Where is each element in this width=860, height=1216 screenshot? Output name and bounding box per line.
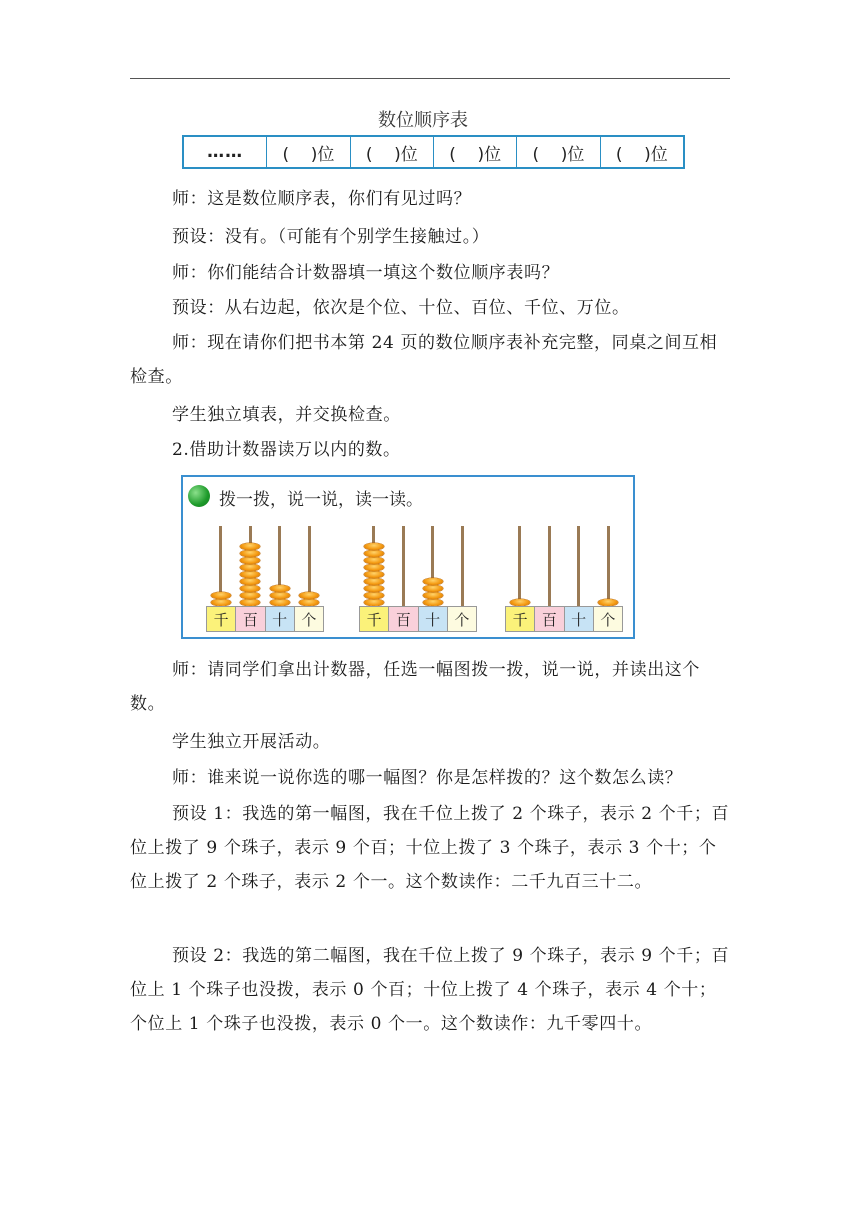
place-label: 十 (265, 606, 295, 632)
abacus-bead (240, 599, 260, 606)
abacus-bead (299, 592, 319, 599)
abacus-bead (270, 599, 290, 606)
header-rule (130, 78, 730, 79)
abacus-bead (423, 592, 443, 599)
paragraph: 预设 1：我选的第一幅图，我在千位上拨了 2 个珠子，表示 2 个千；百位上拨了 9 个珠子，表示 9 个百；十位上拨了 3 个珠子，表示 3 个十；个位上拨了 2 个珠子，表示 2 个一。这个数读作：二千九百三十二。 (130, 804, 730, 892)
place-label: 千 (505, 606, 535, 632)
place-value-table-title: 数位顺序表 (378, 110, 468, 131)
abacus-bead (270, 592, 290, 599)
abacus-bead (423, 585, 443, 592)
table-cell-blank: ( )位 (350, 137, 433, 167)
abacus-bead (211, 599, 231, 606)
abacus-bead (240, 557, 260, 564)
abacus-bead (240, 550, 260, 557)
abacus-bead (364, 578, 384, 585)
abacus-bead (598, 599, 618, 606)
abacus-1 (206, 526, 324, 632)
section-heading: 2.借助计数器读万以内的数。 (172, 440, 401, 460)
abacus-bead (364, 571, 384, 578)
place-label: 百 (534, 606, 564, 632)
abacus-bead (299, 599, 319, 606)
abacus-panel (181, 475, 635, 639)
place-value-table (182, 135, 685, 169)
abacus-bead (364, 564, 384, 571)
abacus-bead (364, 592, 384, 599)
place-label: 个 (294, 606, 324, 632)
paragraph: 师：你们能结合计数器填一填这个数位顺序表吗？ (172, 263, 560, 283)
table-cell-blank: ( )位 (516, 137, 599, 167)
paragraph: 师：这是数位顺序表，你们有见过吗？ (172, 189, 472, 209)
abacus-bead (423, 599, 443, 606)
paragraph: 师：谁来说一说你选的哪一幅图？你是怎样拨的？这个数怎么读？ (172, 768, 683, 788)
place-label: 千 (359, 606, 389, 632)
abacus-rod (577, 526, 580, 606)
paragraph: 师：现在请你们把书本第 24 页的数位顺序表补充完整，同桌之间互相检查。 (130, 333, 718, 387)
place-label: 十 (564, 606, 594, 632)
place-label: 百 (388, 606, 418, 632)
abacus-bead (240, 592, 260, 599)
abacus-bead (240, 578, 260, 585)
abacus-bead (270, 585, 290, 592)
place-label: 个 (447, 606, 477, 632)
paragraph: 学生独立开展活动。 (172, 732, 331, 752)
abacus-label-row (359, 606, 477, 632)
abacus-bead (364, 599, 384, 606)
abacus-bead (364, 550, 384, 557)
abacus-bead (240, 543, 260, 550)
abacus-bead (364, 557, 384, 564)
paragraph: 预设：没有。（可能有个别学生接触过。） (172, 227, 490, 247)
place-label: 百 (235, 606, 265, 632)
abacus-label-row (505, 606, 623, 632)
abacus-rod (607, 526, 610, 606)
paragraph: 学生独立填表，并交换检查。 (172, 405, 401, 425)
abacus-rod (402, 526, 405, 606)
abacus-rod (518, 526, 521, 606)
table-cell-ellipsis: …… (207, 142, 244, 162)
paragraph: 师：请同学们拿出计数器，任选一幅图拨一拨，说一说，并读出这个数。 (130, 660, 700, 714)
abacus-label-row (206, 606, 324, 632)
abacus-caption: 拨一拨，说一说，读一读。 (219, 490, 423, 510)
abacus-bead (364, 543, 384, 550)
abacus-bead (211, 592, 231, 599)
abacus-bead (510, 599, 530, 606)
abacus-bead (364, 585, 384, 592)
place-label: 千 (206, 606, 236, 632)
paragraph: 预设 2：我选的第二幅图，我在千位上拨了 9 个珠子，表示 9 个千；百位上 1 个珠子也没拨，表示 0 个百；十位上拨了 4 个珠子，表示 4 个十；个位上 1 个珠子也没拨，表示 0 个一。这个数读作：九千零四十。 (130, 946, 730, 1034)
abacus-bead (240, 571, 260, 578)
table-cell-blank: ( )位 (600, 137, 683, 167)
place-label: 十 (418, 606, 448, 632)
abacus-3 (505, 526, 623, 632)
abacus-bead (240, 585, 260, 592)
abacus-rod (461, 526, 464, 606)
green-dot-icon (188, 485, 210, 507)
table-cell-blank: ( )位 (433, 137, 516, 167)
place-label: 个 (593, 606, 623, 632)
abacus-bead (240, 564, 260, 571)
table-cell-blank: ( )位 (266, 137, 349, 167)
abacus-bead (423, 578, 443, 585)
abacus-rod (548, 526, 551, 606)
abacus-2 (359, 526, 477, 632)
paragraph: 预设：从右边起，依次是个位、十位、百位、千位、万位。 (172, 298, 630, 318)
